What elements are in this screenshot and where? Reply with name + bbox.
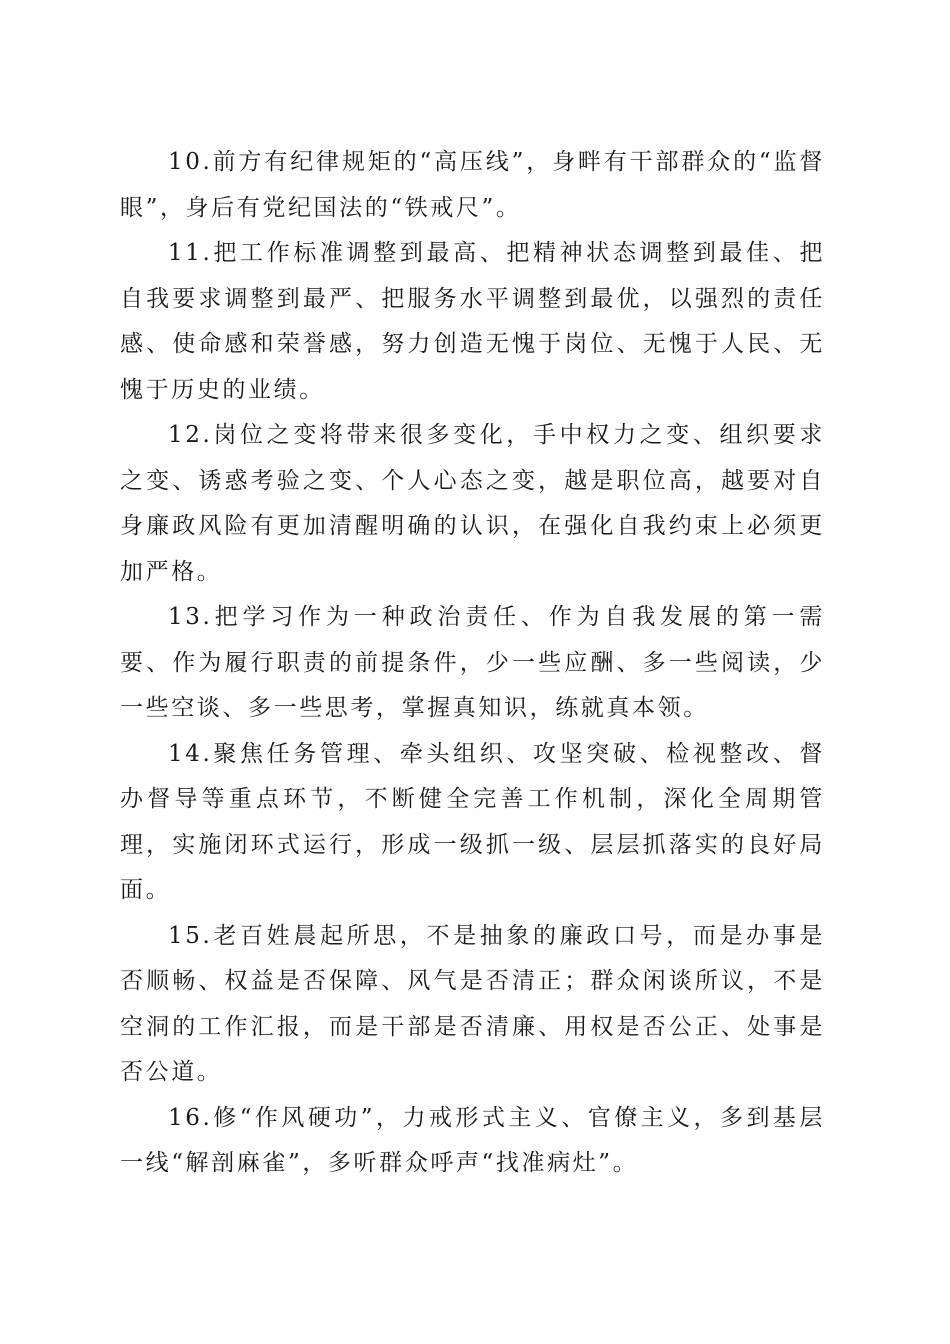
paragraph-12: 12.岗位之变将带来很多变化，手中权力之变、组织要求之变、诱惑考验之变、个人心态之变，越是职位高，越要对自身廉政风险有更加清醒明确的认识，在强化自我约束上必须更加严格。 [120,422,825,585]
paragraph-13: 13.把学习作为一种政治责任、作为自我发展的第一需要、作为履行职责的前提条件，少一些应酬、多一些阅读，少一些空谈、多一些思考，掌握真知识，练就真本领。 [120,604,825,721]
document-body [120,140,825,1187]
paragraph-15: 15.老百姓晨起所思，不是抽象的廉政口号，而是办事是否顺畅、权益是否保障、风气是否清正；群众闲谈所议，不是空洞的工作汇报，而是干部是否清廉、用权是否公正、处事是否公道。 [120,922,825,1085]
paragraph-14: 14.聚焦任务管理、牵头组织、攻坚突破、检视整改、督办督导等重点环节，不断健全完善工作机制，深化全周期管理，实施闭环式运行，形成一级抓一级、层层抓落实的良好局面。 [120,740,825,903]
paragraph-10: 10.前方有纪律规矩的“高压线”，身畔有干部群众的“监督眼”，身后有党纪国法的“铁戒尺”。 [120,149,825,221]
paragraph-11: 11.把工作标准调整到最高、把精神状态调整到最佳、把自我要求调整到最严、把服务水平调整到最优，以强烈的责任感、使命感和荣誉感，努力创造无愧于岗位、无愧于人民、无愧于历史的业绩。 [120,240,825,403]
paragraph-16: 16.修“作风硬功”，力戒形式主义、官僚主义，多到基层一线“解剖麻雀”，多听群众呼声“找准病灶”。 [120,1104,825,1176]
